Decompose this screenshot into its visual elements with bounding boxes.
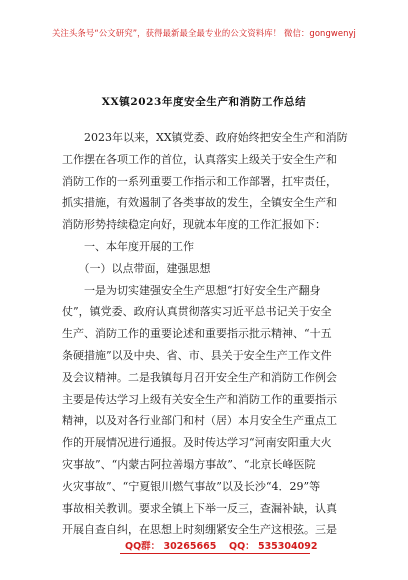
body-line: 消防形势持续稳定向好，现就本年度的工作汇报如下： [62, 218, 326, 232]
body-line: 事故相关教训。要求全镇上下举一反三，查漏补缺，认真 [62, 501, 337, 515]
document-body [62, 127, 354, 541]
footer-divider [120, 553, 310, 554]
body-line: 一是为切实建强安全生产思想“打好安全生产翻身 [62, 283, 321, 297]
footer-contact [0, 538, 408, 554]
section-heading: 一、本年度开展的工作 [62, 239, 194, 253]
body-line: 火灾事故”、“宁夏银川燃气事故”以及长沙“4．29”等 [62, 479, 321, 493]
body-line: 仗”，镇党委、政府认真贯彻落实习近平总书记关于安全 [62, 305, 332, 319]
body-line: 及会议精神。二是我镇每月召开安全生产和消防工作例会 [62, 370, 337, 384]
body-line: 抓实措施，有效遏制了各类事故的发生，全镇安全生产和 [62, 196, 337, 210]
body-line: 主要是传达学习上级有关安全生产和消防工作的重要指示 [62, 392, 337, 406]
body-line: 2023年以来，XX镇党委、政府始终把安全生产和消防 [62, 131, 348, 144]
top-banner: 关注头条号“公文研究”，获得最新最全最专业的公文资料库！ 微信：gongwenyj [52, 28, 356, 38]
body-line: 工作摆在各项工作的首位，认真落实上级关于安全生产和 [62, 152, 337, 166]
subsection-heading: （一）以点带面，建强思想 [62, 261, 211, 275]
qq-contact-label: QQ： 535304092 [229, 541, 318, 552]
body-line: 精神，以及对各行业部门和村（居）本月安全生产重点工 [62, 414, 337, 428]
body-line: 条硬措施”以及中央、省、市、县关于安全生产工作文件 [62, 348, 332, 362]
body-line: 消防工作的一系列重要工作指示和工作部署，扛牢责任， [62, 174, 337, 188]
document-title: XX镇2023年度安全生产和消防工作总结 [101, 96, 307, 108]
qq-group-label: QQ群： 30265665 [125, 541, 217, 552]
body-line: 生产、消防工作的重要论述和重要指示批示精神、“十五 [62, 327, 332, 341]
body-line: 开展自查自纠，在思想上时刻绷紧安全生产这根弦。三是 [62, 523, 337, 537]
body-line: 作的开展情况进行通报。及时传达学习“河南安阳重大火 [62, 436, 332, 450]
body-line: 灾事故”、“内蒙古阿拉善塌方事故”、“北京长峰医院 [62, 457, 316, 471]
